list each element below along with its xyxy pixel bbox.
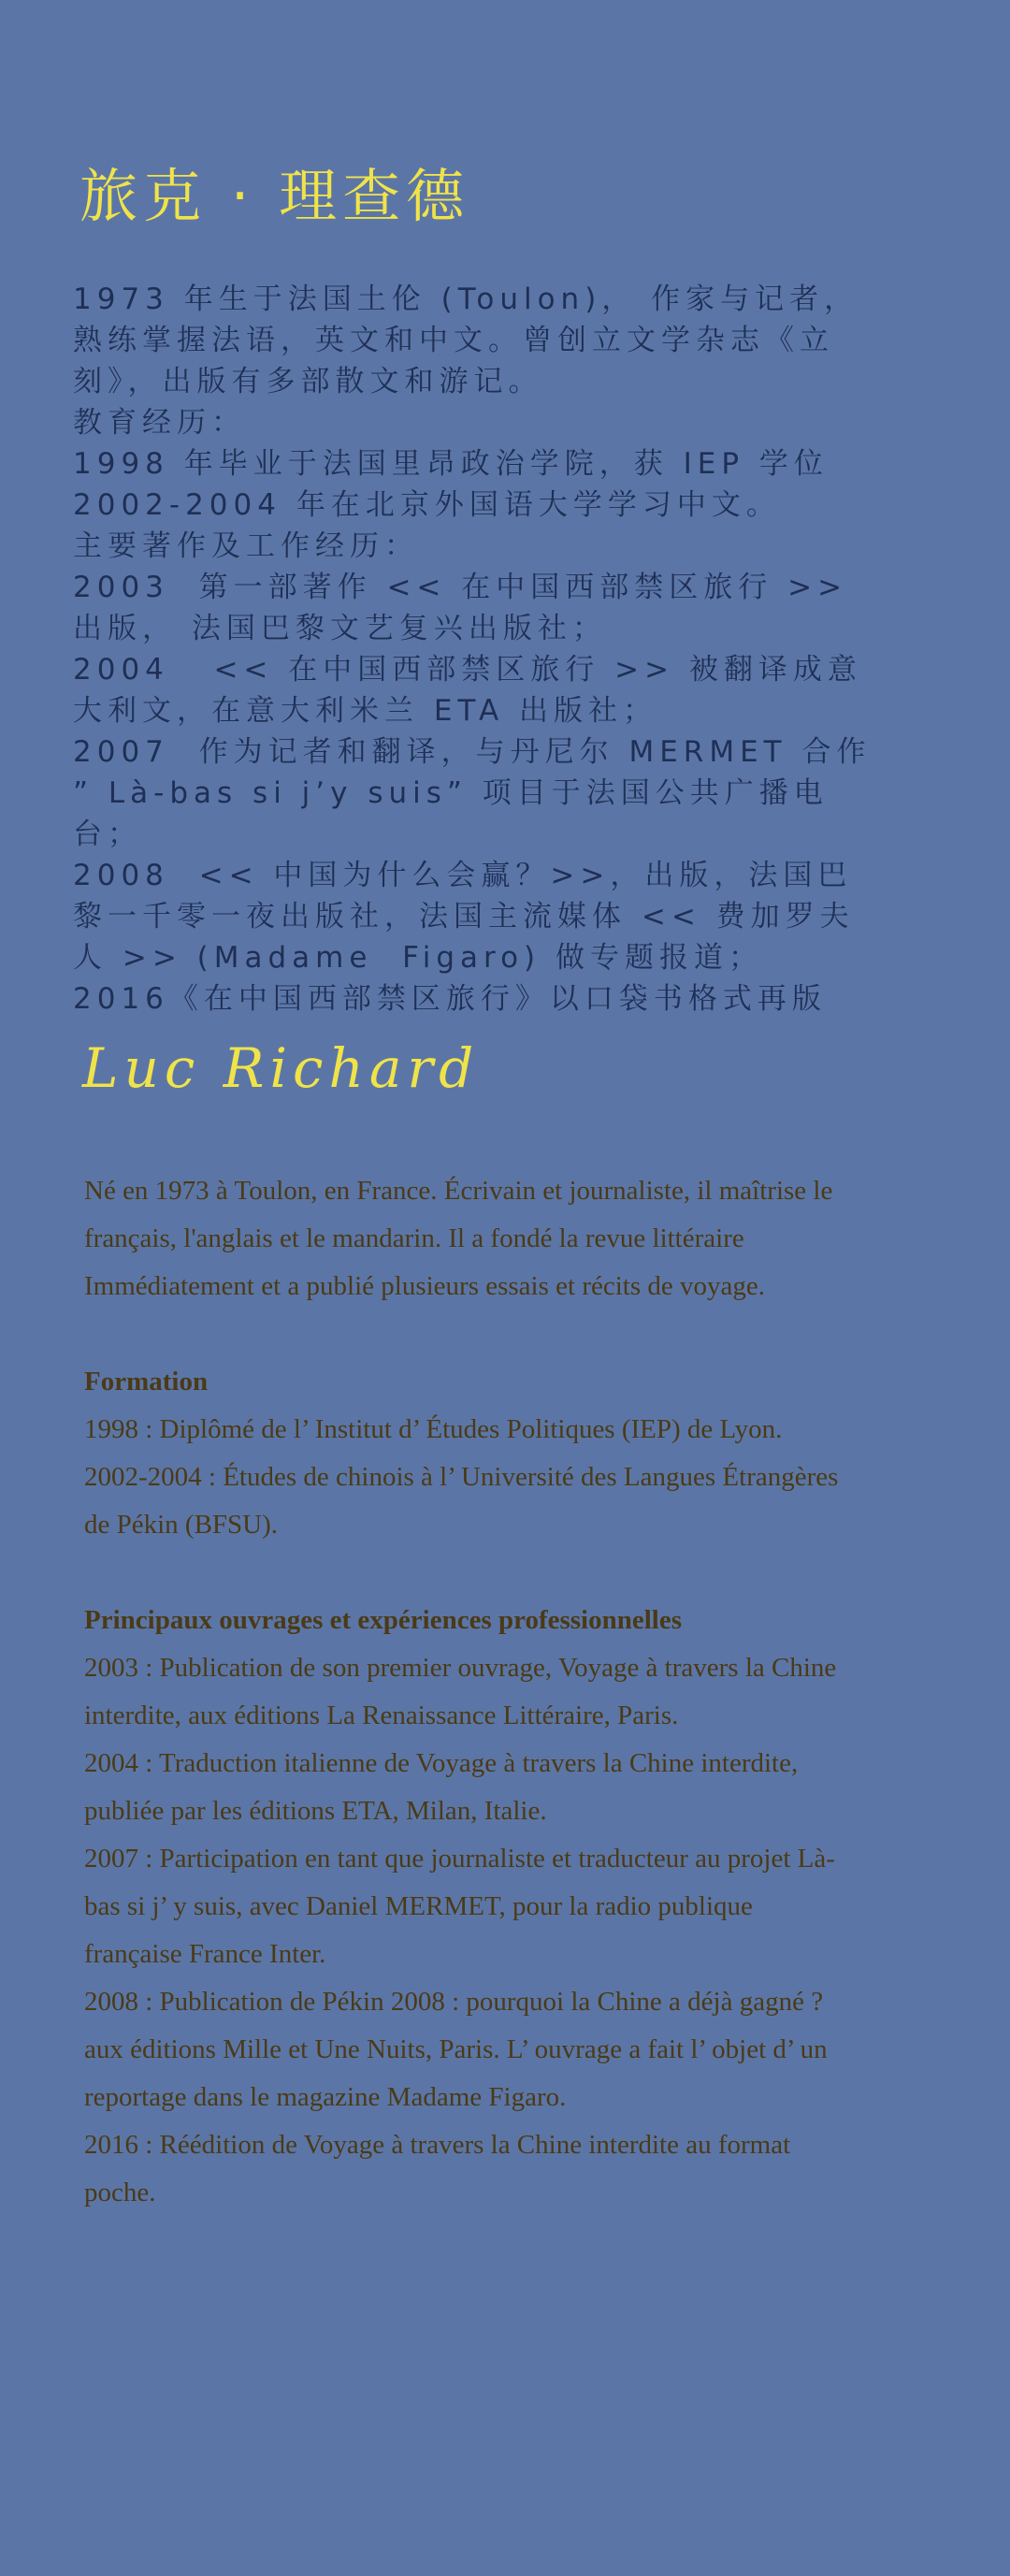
chinese-education-2002: 2002-2004 年在北京外国语大学学习中文。 [73, 488, 781, 522]
french-work-2007: 2007 : Participation en tant que journaliste et traducteur au projet Là-bas si j’ y suis, avec Daniel MERMET, pour la radio publique française France Inter. [84, 1844, 835, 1969]
chinese-works-heading: 主要著作及工作经历： [73, 529, 419, 563]
chinese-name-title: 旅克 · 理查德 [79, 162, 470, 230]
french-formation-2002: 2002-2004 : Études de chinois à l’ Université des Langues Étrangères de Pékin (BFSU). [84, 1462, 839, 1540]
section-spacer [84, 1549, 851, 1597]
chinese-biography [73, 279, 887, 1020]
french-works-heading: Principaux ouvrages et expériences professionnelles [84, 1605, 683, 1635]
chinese-education-1998: 1998 年毕业于法国里昂政治学院，获 IEP 学位 [73, 447, 829, 481]
french-work-2003: 2003 : Publication de son premier ouvrage, Voyage à travers la Chine interdite, aux éditions La Renaissance Littéraire, Paris. [84, 1653, 837, 1730]
chinese-work-2003: 2003 第一部著作 << 在中国西部禁区旅行 >> 出版， 法国巴黎文艺复兴出版社； [73, 571, 862, 645]
chinese-work-2016: 2016《在中国西部禁区旅行》以口袋书格式再版 [73, 982, 827, 1016]
chinese-work-2008: 2008 << 中国为什么会赢？>>，出版，法国巴黎一千零一夜出版社，法国主流媒体 << 费加罗夫人 >> (Madame Figaro) 做专题报道； [73, 859, 855, 975]
chinese-education-heading: 教育经历： [73, 406, 246, 440]
french-work-2016: 2016 : Réédition de Voyage à travers la Chine interdite au format poche. [84, 2130, 791, 2207]
french-name-title: Luc Richard [82, 1036, 480, 1100]
french-work-2008: 2008 : Publication de Pékin 2008 : pourquoi la Chine a déjà gagné ? aux éditions Mille et Une Nuits, Paris. L’ ouvrage a fait l’ objet d’ un reportage dans le magazine Madame Figaro. [84, 1987, 828, 2112]
french-work-2004: 2004 : Traduction italienne de Voyage à travers la Chine interdite, publiée par les éditions ETA, Milan, Italie. [84, 1748, 799, 1826]
chinese-bio-intro: 1973 年生于法国土伦 (Toulon)， 作家与记者，熟练掌握法语，英文和中文。曾创立文学杂志《立刻》，出版有多部散文和游记。 [73, 282, 859, 398]
section-spacer [84, 1310, 851, 1358]
chinese-work-2007: 2007 作为记者和翻译，与丹尼尔 MERMET 合作 ” Là-bas si j’y suis” 项目于法国公共广播电台； [73, 735, 887, 851]
french-bio-intro: Né en 1973 à Toulon, en France. Écrivain et journaliste, il maîtrise le français, l'anglais et le mandarin. Il a fondé la revue littéraire Immédiatement et a publié plusieurs essais et récits de voyage. [84, 1176, 833, 1301]
french-formation-1998: 1998 : Diplômé de l’ Institut d’ Études Politiques (IEP) de Lyon. [84, 1414, 783, 1444]
french-biography [84, 1167, 851, 2217]
chinese-work-2004: 2004 << 在中国西部禁区旅行 >> 被翻译成意大利文，在意大利米兰 ETA 出版社； [73, 653, 862, 728]
french-formation-heading: Formation [84, 1367, 209, 1397]
